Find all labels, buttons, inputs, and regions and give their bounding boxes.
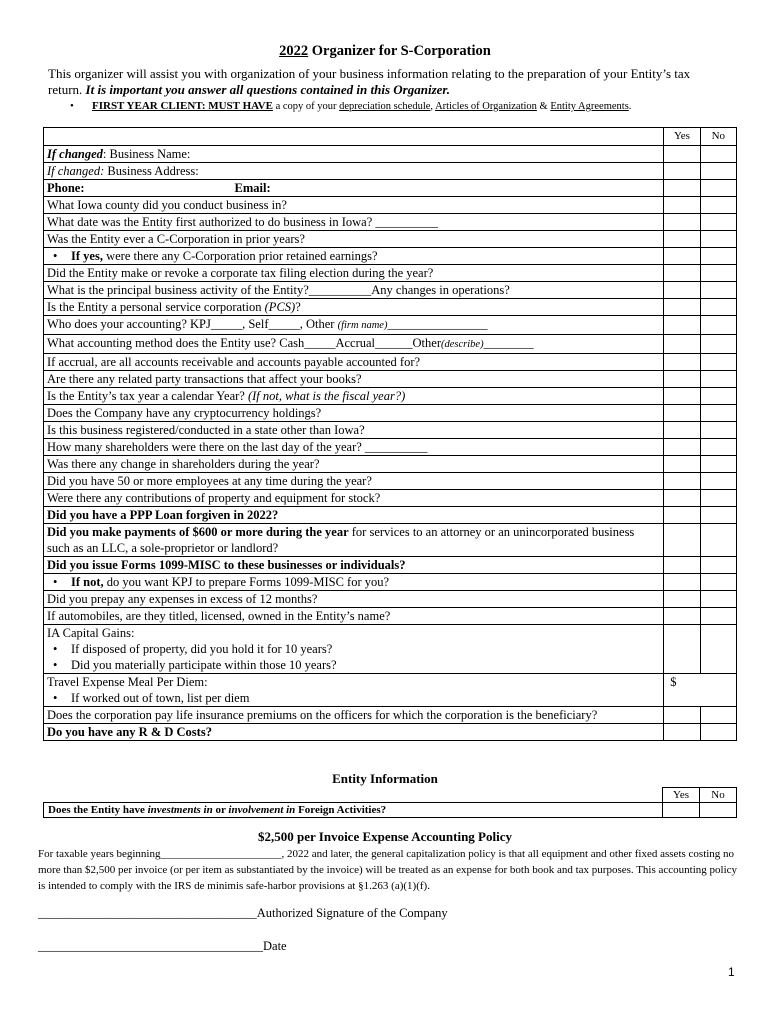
foreign-activities-text: Foreign Activities?: [295, 804, 387, 816]
no-cell[interactable]: [700, 335, 736, 354]
firm-name-line: ________________: [387, 317, 488, 331]
yes-cell[interactable]: [664, 248, 700, 265]
yes-header: Yes: [663, 788, 700, 803]
header-blank: [44, 128, 664, 146]
table-row: [44, 316, 737, 335]
organizer-table: [43, 127, 737, 741]
intro-text: This organizer will assist you with organization of your business information relating to the preparation of your Entity’s tax return.: [48, 66, 691, 97]
yes-cell[interactable]: [664, 282, 700, 299]
yes-cell[interactable]: [664, 146, 700, 163]
sub-question: [47, 574, 389, 590]
no-cell[interactable]: [700, 625, 736, 674]
question-text: Did you have a PPP Loan forgiven in 2022?: [44, 507, 664, 524]
table-row: [44, 265, 737, 282]
yes-cell[interactable]: [664, 316, 700, 335]
question-text: do you want KPJ to prepare Forms 1099-MISC for you?: [103, 575, 390, 589]
per-diem-label: Travel Expense Meal Per Diem:: [47, 675, 208, 689]
email-label: Email:: [234, 181, 271, 195]
table-row: [44, 299, 737, 316]
policy-text: For taxable years beginning______________________, 2022 and later, the general capitalization policy is that all equipment and other fixed assets costing no more than $2,500 per invoice (or per item as substantiated by the invoice) will be treated as an expense for both book and tax purposes. This accounting policy is intended to comply with the IRS de minimis safe-harbor provisions at §1.263 (a)(1)(f).: [38, 848, 738, 892]
question-text: What date was the Entity first authorized to do business in Iowa? __________: [44, 214, 664, 231]
table-row: [44, 231, 737, 248]
yes-cell[interactable]: [664, 591, 700, 608]
table-row: [44, 473, 737, 490]
yes-cell[interactable]: [664, 405, 700, 422]
question-text: were there any C-Corporation prior retained earnings?: [102, 249, 378, 263]
question-text: Was there any change in shareholders during the year?: [44, 456, 664, 473]
question-text: Is the Entity’s tax year a calendar Year?: [47, 389, 248, 403]
question-text: What accounting method does the Entity use? Cash_____Accrual______Other: [47, 336, 441, 350]
sub-question: • Did you materially participate within those 10 years?: [47, 657, 337, 673]
articles-text: Articles of Organization: [435, 101, 537, 112]
yes-cell[interactable]: [664, 439, 700, 456]
no-cell[interactable]: [700, 197, 736, 214]
yes-cell[interactable]: [664, 707, 700, 724]
yes-cell[interactable]: [664, 422, 700, 439]
no-cell[interactable]: [700, 316, 736, 335]
no-cell[interactable]: [700, 405, 736, 422]
yes-cell[interactable]: [664, 180, 700, 197]
page-title: [0, 43, 770, 60]
no-cell[interactable]: [700, 299, 736, 316]
title-text: Organizer for S-Corporation: [308, 43, 491, 59]
involvement-text: involvement in: [228, 804, 296, 816]
yes-cell[interactable]: [664, 608, 700, 625]
no-cell[interactable]: [700, 163, 736, 180]
if-not-label: If not,: [71, 575, 104, 589]
question-text: for services to an attorney or an unincorporated business such as an LLC, a sole-proprietor or landlord?: [47, 525, 635, 555]
yes-cell[interactable]: [663, 803, 700, 818]
yes-cell[interactable]: [664, 388, 700, 405]
question-text: Were there any contributions of property and equipment for stock?: [44, 490, 664, 507]
no-cell[interactable]: [700, 490, 736, 507]
phone-label: Phone:: [47, 181, 85, 195]
yes-cell[interactable]: [664, 371, 700, 388]
table-row: [44, 608, 737, 625]
ia-capital-gains-label: IA Capital Gains:: [47, 626, 135, 640]
yes-header: Yes: [664, 128, 700, 146]
question-text: Is the Entity a personal service corporation: [47, 300, 265, 314]
firm-name-hint: (firm name): [337, 320, 388, 331]
no-cell[interactable]: [700, 608, 736, 625]
table-row: [44, 674, 737, 707]
yes-cell[interactable]: [664, 490, 700, 507]
table-row: [44, 354, 737, 371]
yes-cell[interactable]: [664, 456, 700, 473]
table-row: [44, 507, 737, 524]
no-cell[interactable]: [700, 507, 736, 524]
yes-cell[interactable]: [664, 265, 700, 282]
table-row: [44, 405, 737, 422]
question-text: How many shareholders were there on the last day of the year? __________: [44, 439, 664, 456]
comma-text: ,: [430, 101, 436, 112]
table-row: [44, 146, 737, 163]
date-line[interactable]: [38, 939, 287, 954]
entity-table: [43, 787, 737, 818]
no-cell[interactable]: [700, 473, 736, 490]
first-year-label: FIRST YEAR CLIENT: MUST HAVE: [92, 100, 273, 112]
no-cell[interactable]: [700, 524, 736, 557]
date-line-part: ______________: [38, 939, 126, 953]
intro-emphasis: It is important you answer all questions contained in this Organizer.: [85, 82, 450, 97]
question-mark: ?: [295, 300, 301, 314]
bullet-icon: •: [70, 100, 74, 112]
yes-cell[interactable]: [664, 354, 700, 371]
yes-cell[interactable]: [664, 214, 700, 231]
no-cell[interactable]: [700, 388, 736, 405]
intro-paragraph: [48, 66, 698, 98]
dollar-sign: $: [670, 675, 677, 689]
amp-text: &: [536, 101, 551, 112]
yes-cell[interactable]: [664, 625, 700, 674]
no-cell[interactable]: [700, 265, 736, 282]
table-row: [44, 248, 737, 265]
yes-cell[interactable]: [664, 524, 700, 557]
question-text: Does the corporation pay life insurance premiums on the officers for which the corporation is the beneficiary?: [44, 707, 664, 724]
yes-cell[interactable]: [664, 299, 700, 316]
date-label: ______________________Date: [125, 939, 287, 953]
table-row: [44, 625, 737, 674]
no-cell[interactable]: [700, 371, 736, 388]
yes-cell[interactable]: [664, 197, 700, 214]
question-text: Did the Entity make or revoke a corporate tax filing election during the year?: [44, 265, 664, 282]
entity-information-title: Entity Information: [332, 771, 438, 786]
if-changed-label: If changed: [47, 147, 103, 161]
table-row: [44, 422, 737, 439]
question-text: If accrual, are all accounts receivable and accounts payable accounted for?: [44, 354, 664, 371]
no-header: No: [700, 128, 736, 146]
yes-cell[interactable]: [664, 724, 700, 741]
question-text: Was the Entity ever a C-Corporation in prior years?: [44, 231, 664, 248]
yes-cell[interactable]: [664, 163, 700, 180]
no-cell[interactable]: [700, 180, 736, 197]
page-number: 1: [728, 965, 735, 979]
table-row: [44, 388, 737, 405]
sub-question: • If worked out of town, list per diem: [47, 690, 249, 706]
table-header-row: [44, 128, 737, 146]
question-text: Did you issue Forms 1099-MISC to these businesses or individuals?: [44, 557, 664, 574]
no-cell[interactable]: [700, 707, 736, 724]
or-text: or: [212, 804, 229, 816]
business-address-label: Business Address:: [104, 164, 199, 178]
question-text: Are there any related party transactions that affect your books?: [44, 371, 664, 388]
no-cell[interactable]: [700, 354, 736, 371]
sub-question: [47, 248, 378, 264]
investments-text: investments in: [147, 804, 213, 816]
no-cell[interactable]: [700, 422, 736, 439]
question-text: Did you prepay any expenses in excess of 12 months?: [44, 591, 664, 608]
table-row: [44, 439, 737, 456]
no-cell[interactable]: [700, 557, 736, 574]
no-cell[interactable]: [700, 803, 737, 818]
no-cell[interactable]: [700, 214, 736, 231]
yes-cell[interactable]: [664, 574, 700, 591]
no-cell[interactable]: [700, 591, 736, 608]
table-row: [44, 574, 737, 591]
depreciation-schedule-text: depreciation schedule: [339, 101, 431, 112]
pcs-text: (PCS): [264, 300, 296, 314]
table-row: [44, 557, 737, 574]
table-row: [44, 591, 737, 608]
no-cell[interactable]: [700, 456, 736, 473]
table-row: [44, 335, 737, 354]
table-row: [44, 803, 737, 818]
if-changed-label: If changed:: [47, 164, 105, 178]
table-row: [44, 282, 737, 299]
table-row: [44, 197, 737, 214]
foreign-activities-question: [44, 803, 663, 818]
table-row: [44, 371, 737, 388]
describe-line: ________: [483, 336, 534, 350]
no-cell[interactable]: [700, 574, 736, 591]
no-cell[interactable]: [700, 231, 736, 248]
table-row: [44, 180, 737, 197]
yes-cell[interactable]: [664, 557, 700, 574]
copy-of-text: a copy of your: [272, 101, 340, 112]
table-row: [44, 214, 737, 231]
entity-header-row: [44, 788, 737, 803]
question-text: Who does your accounting? KPJ_____, Self_____, Other: [47, 317, 338, 331]
no-header: No: [700, 788, 737, 803]
table-row: [44, 524, 737, 557]
yes-cell[interactable]: [664, 335, 700, 354]
question-text: Is this business registered/conducted in a state other than Iowa?: [44, 422, 664, 439]
describe-hint: (describe): [441, 339, 484, 350]
question-text: Does the Company have any cryptocurrency holdings?: [44, 405, 664, 422]
table-row: [44, 456, 737, 473]
no-cell[interactable]: [700, 724, 736, 741]
no-cell[interactable]: [700, 146, 736, 163]
if-yes-label: If yes,: [71, 249, 103, 263]
sub-question: • If disposed of property, did you hold it for 10 years?: [47, 641, 332, 657]
title-year: 2022: [279, 43, 309, 59]
first-year-bullet: [70, 100, 631, 112]
yes-cell[interactable]: [664, 473, 700, 490]
business-name-label: : Business Name:: [102, 147, 191, 161]
no-cell[interactable]: [700, 282, 736, 299]
table-row: [44, 490, 737, 507]
question-text: What is the principal business activity of the Entity?__________Any changes in operations?: [44, 282, 664, 299]
yes-cell[interactable]: [664, 231, 700, 248]
question-text: What Iowa county did you conduct business in?: [44, 197, 664, 214]
agreements-text: Entity Agreements: [550, 101, 629, 112]
question-text: Do you have any R & D Costs?: [44, 724, 664, 741]
policy-title: $2,500 per Invoice Expense Accounting Policy: [258, 829, 512, 844]
fiscal-year-hint: (If not, what is the fiscal year?): [247, 389, 406, 403]
question-bold-text: Did you make payments of $600 or more during the year: [47, 525, 349, 539]
no-cell[interactable]: [700, 439, 736, 456]
question-text: If automobiles, are they titled, licensed, owned in the Entity’s name?: [44, 608, 664, 625]
yes-cell[interactable]: [664, 507, 700, 524]
header-blank: [44, 788, 663, 803]
table-row: [44, 163, 737, 180]
table-row: [44, 707, 737, 724]
table-row: [44, 724, 737, 741]
period-text: .: [628, 101, 632, 112]
authorized-signature-line[interactable]: ___________________________________Authorized Signature of the Company: [38, 906, 448, 920]
question-text: Does the Entity have: [48, 804, 148, 816]
question-text: Did you have 50 or more employees at any time during the year?: [44, 473, 664, 490]
no-cell[interactable]: [700, 248, 736, 265]
per-diem-amount-cell[interactable]: [664, 674, 737, 707]
